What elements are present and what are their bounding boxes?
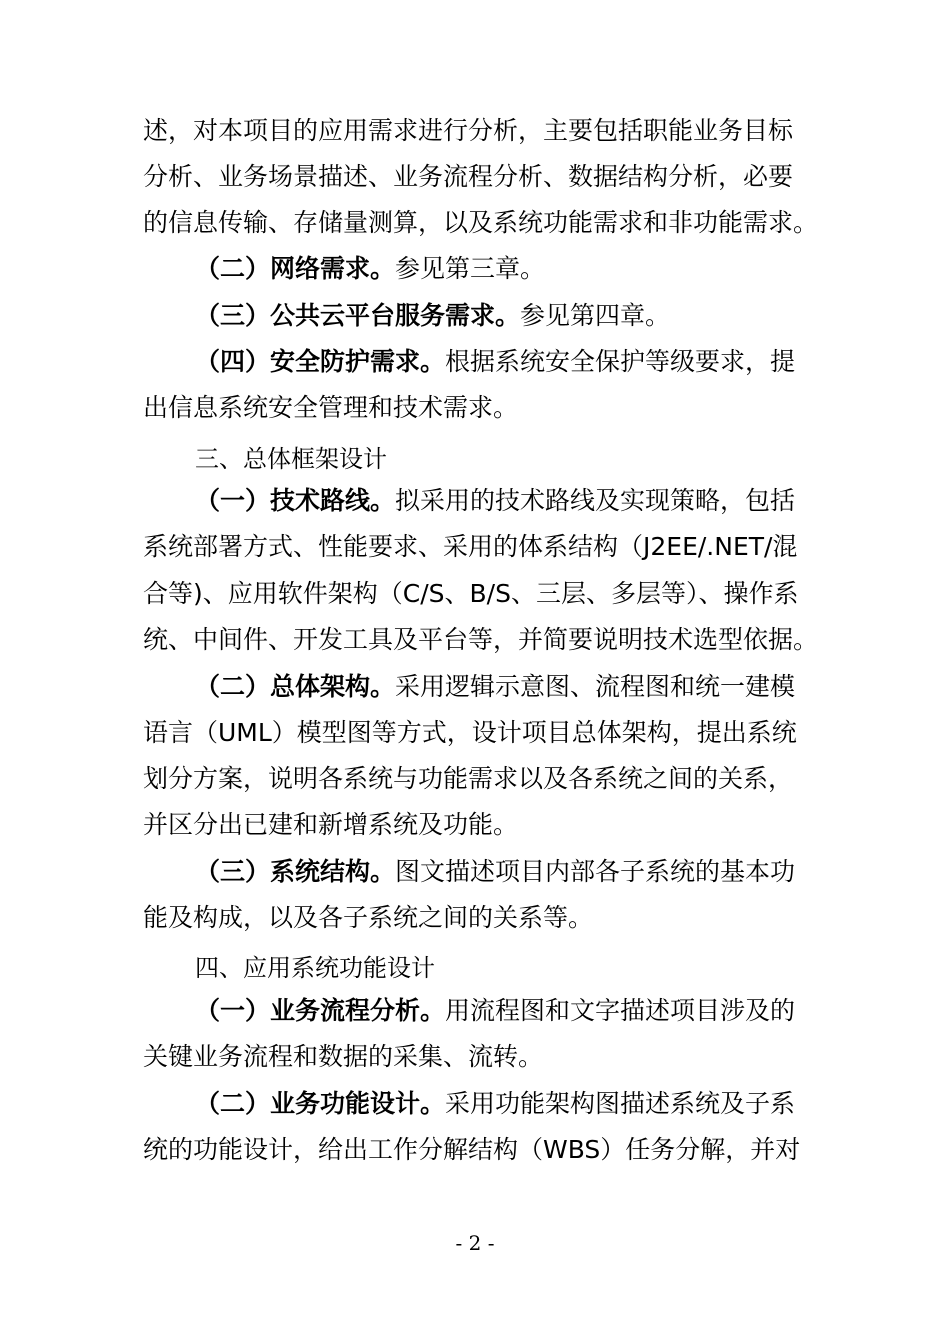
page-number: - 2 - — [455, 1231, 495, 1255]
technical-route-paragraph: （一）技术路线。拟采用的技术路线及实现策略，包括 — [195, 486, 796, 515]
body-text-line: 统、中间件、开发工具及平台等，并简要说明技术选型依据。 — [143, 625, 819, 654]
cloud-service-heading: （三）公共云平台服务需求。 — [195, 301, 521, 330]
system-structure-paragraph: （三）系统结构。图文描述项目内部各子系统的基本功 — [195, 857, 796, 886]
business-process-heading: （一）业务流程分析。 — [195, 996, 446, 1025]
body-text-line: 分析、业务场景描述、业务流程分析、数据结构分析，必要 — [143, 162, 794, 191]
body-text-line: 划分方案，说明各系统与功能需求以及各系统之间的关系， — [143, 764, 794, 793]
business-process-paragraph: （一）业务流程分析。用流程图和文字描述项目涉及的 — [195, 996, 796, 1025]
cloud-service-paragraph: （三）公共云平台服务需求。参见第四章。 — [195, 301, 671, 330]
network-requirements-paragraph: （二）网络需求。参见第三章。 — [195, 254, 546, 283]
body-text-line: 并区分出已建和新增系统及功能。 — [143, 810, 519, 839]
body-text-line: 能及构成，以及各子系统之间的关系等。 — [143, 903, 594, 932]
overall-architecture-heading: （二）总体架构。 — [195, 672, 396, 701]
business-function-paragraph: （二）业务功能设计。采用功能架构图描述系统及子系 — [195, 1089, 796, 1118]
body-text-line: 语言（UML）模型图等方式，设计项目总体架构，提出系统 — [143, 718, 797, 747]
security-heading: （四）安全防护需求。 — [195, 347, 446, 376]
network-requirements-heading: （二）网络需求。 — [195, 254, 396, 283]
body-text-line: 出信息系统安全管理和技术需求。 — [143, 393, 519, 422]
section-heading-architecture: 三、总体框架设计 — [195, 445, 387, 473]
overall-architecture-paragraph: （二）总体架构。采用逻辑示意图、流程图和统一建模 — [195, 672, 796, 701]
body-text-line: 合等)、应用软件架构（C/S、B/S、三层、多层等）、操作系 — [143, 579, 799, 608]
body-text-line: 关键业务流程和数据的采集、流转。 — [143, 1042, 544, 1071]
body-text-line: 的信息传输、存储量测算，以及系统功能需求和非功能需求。 — [143, 208, 819, 237]
system-structure-heading: （三）系统结构。 — [195, 857, 396, 886]
security-paragraph: （四）安全防护需求。根据系统安全保护等级要求，提 — [195, 347, 796, 376]
section-heading-function-design: 四、应用系统功能设计 — [195, 954, 435, 982]
technical-route-heading: （一）技术路线。 — [195, 486, 396, 515]
body-text-line: 述，对本项目的应用需求进行分析，主要包括职能业务目标 — [143, 116, 794, 145]
body-text-line: 统的功能设计，给出工作分解结构（WBS）任务分解，并对 — [143, 1135, 801, 1164]
body-text-line: 系统部署方式、性能要求、采用的体系结构（J2EE/.NET/混 — [143, 532, 798, 561]
business-function-heading: （二）业务功能设计。 — [195, 1089, 446, 1118]
